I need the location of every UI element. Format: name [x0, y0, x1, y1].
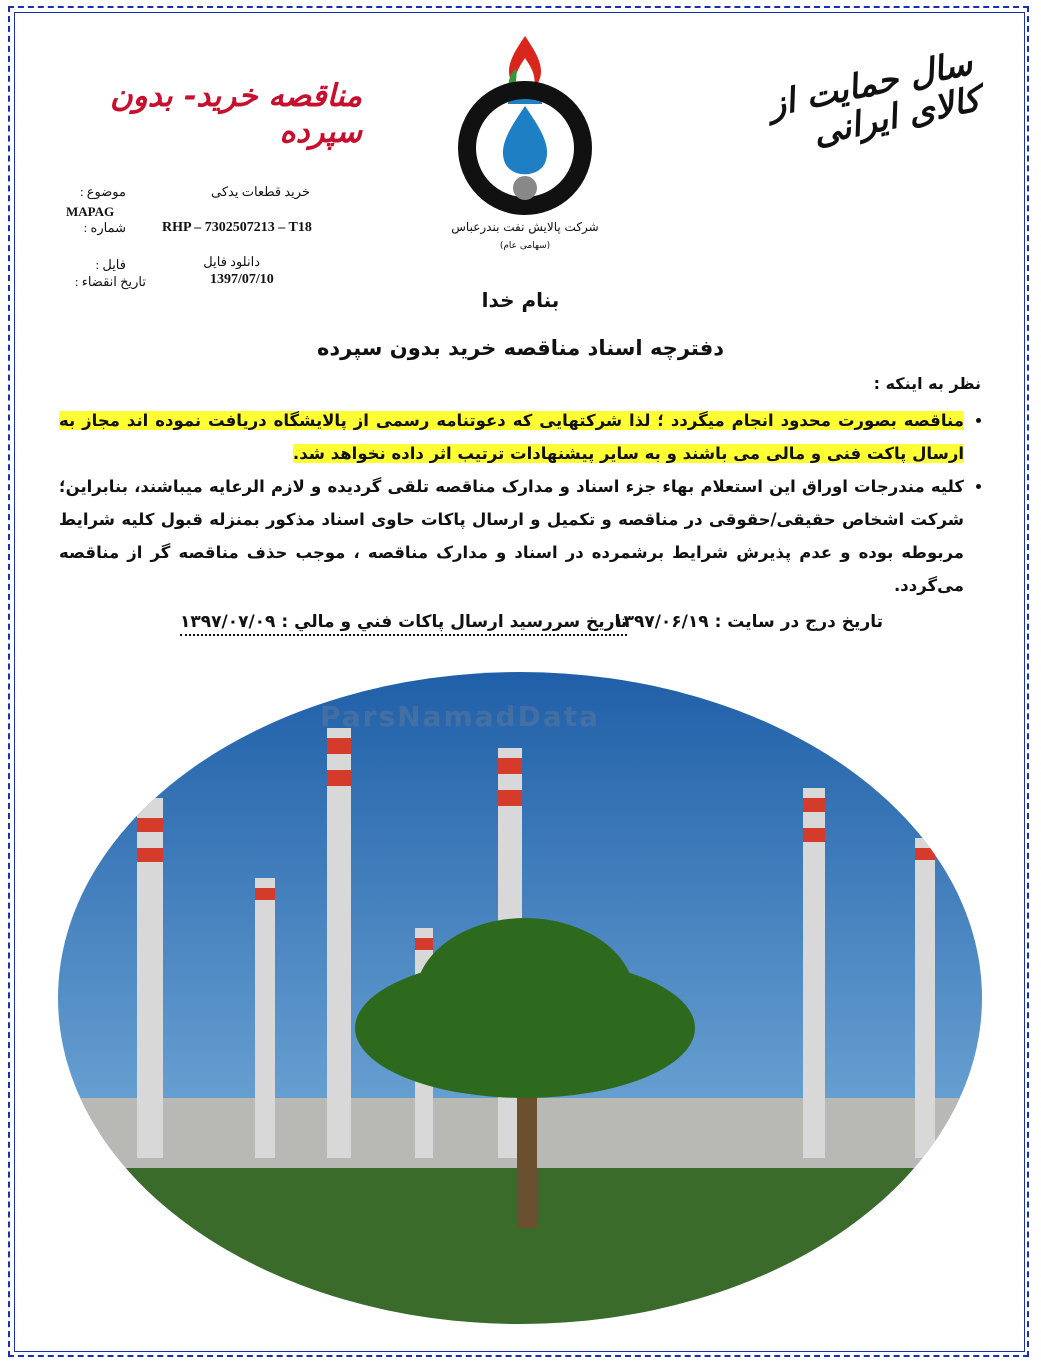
highlighted-text: مناقصه بصورت محدود انجام میگردد ؛ لذا شرکتهایی که دعوتنامه رسمی از پالایشگاه دریافت نموده اند مجاز به ارسال پاکت فنی و مالی می باشند و به سایر پیشنهادات ترتیب اثر داده نخواهد شد. — [59, 411, 964, 463]
deadline-date — [180, 612, 627, 636]
document-title: دفترچه اسناد مناقصه خرید بدون سپرده — [317, 336, 724, 360]
subject-code: MAPAG — [66, 204, 115, 219]
conditions-list — [59, 404, 986, 602]
file-label: فایل : — [95, 257, 126, 272]
subject-value: خرید قطعات یدکی — [211, 184, 310, 199]
site-date-value: ۱۳۹۷/۰۶/۱۹ — [613, 612, 709, 632]
company-name: شرکت پالایش نفت بندرعباس — [451, 220, 599, 234]
number-value: RHP – 7302507213 – T18 — [162, 220, 312, 235]
drop-icon — [503, 106, 547, 174]
watermark: ParsNamadData — [320, 700, 600, 733]
condition-item-terms: • کلیه مندرجات اوراق این استعلام بهاء جزء اسناد و مدارک مناقصه تلقی گردیده و لازم الرعایه میباشند، بنابراین؛ شرکت اشخاص حقیقی/حقوقی در مناقصه و تکمیل و ارسال پاکات حاوی اسناد مذکور بمنزله قبول کلیه شرایط مربوطه بوده و عدم پذیرش شرایط برشمرده در اسناد و مدارک مناقصه ، موجب حذف مناقصه گر از مناقصه می‌گردد. — [59, 470, 964, 602]
site-date — [613, 612, 883, 632]
refinery-photo — [55, 668, 985, 1328]
logo-text: B.O.R.C — [497, 199, 553, 214]
intro-lead: نظر به اینکه : — [873, 374, 981, 393]
deadline-label: تاریخ سررسید ارسال پاکات فني و مالي : — [281, 612, 628, 632]
deadline-value: ۱۳۹۷/۰۷/۰۹ — [180, 612, 276, 632]
subject-label: موضوع : — [79, 184, 126, 199]
file-download-link[interactable]: دانلود فایل — [203, 254, 260, 269]
tender-type-title: مناقصه خرید- بدون سپرده — [110, 78, 362, 150]
company-type: (سهامی عام) — [499, 241, 551, 251]
heading-bismillah: بنام خدا — [481, 288, 560, 312]
number-label: شماره : — [83, 220, 126, 235]
gear-icon — [513, 176, 537, 200]
slogan-calligraphy: سال حمایت از کالای ایرانی — [764, 43, 984, 155]
site-date-label: تاریخ درج در سایت : — [714, 612, 883, 632]
company-logo — [430, 28, 620, 258]
condition-item-limited — [59, 404, 964, 470]
expiry-label: تاریخ انقضاء : — [74, 274, 146, 289]
expiry-value: 1397/07/10 — [210, 272, 274, 287]
